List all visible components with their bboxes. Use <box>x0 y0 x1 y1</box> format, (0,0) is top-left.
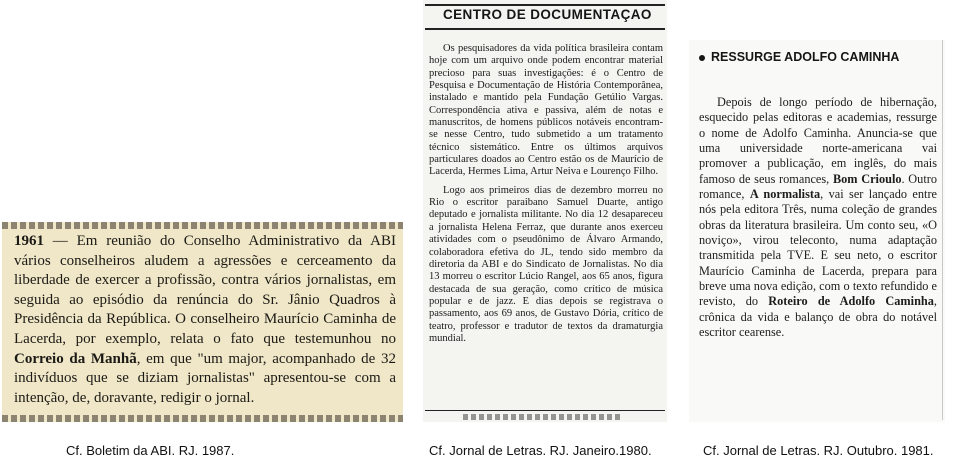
book-title: Roteiro de Adolfo Caminha <box>768 294 934 309</box>
clipping-jornal-letras-1980 <box>423 0 667 422</box>
article-text: . Outro romance, <box>699 171 937 202</box>
column-rule <box>942 40 943 420</box>
clipping-abi-body: — Em reunião do Conselho Administrativo da ABI vários conselheiros aludem a agressões e cerceamento da liberdade de exercer a profissão, contra vários jornalistas, em seguida ao episódio da renúncia do Sr. Jânio Quadros à Presidência da República. O conselheiro Maurício Caminha de Lacerda, por exemplo, relata o fato que testemunhou no <box>14 233 396 347</box>
clipping-1980-paragraph-2: Logo aos primeiros dias de dezembro morreu no Rio o escritor paraibano Samuel Duarte, antigo deputado e jornalista militante. No dia 12 desapareceu a jornalista Helena Ferraz, que durante anos exerceu atividades com o pseudônimo de Álvaro Armando, colaboradora efetiva do JL, tendo sido membro da diretoria da ABI e do Sindicato de Jornalistas. No dia 13 morreu o escritor Lúcio Rangel, aos 65 anos, figura destacada de sua geração, como crítico de música popular e de jazz. E dias depois se registrava o passamento, aos 69 anos, de Gustavo Dória, crítico de teatro, professor e tradutor de textos da dramaturgia mundial. <box>429 184 663 344</box>
clipping-1980-article <box>429 43 663 345</box>
clipping-1981-title-text: RESSURGE ADOLFO CAMINHA <box>711 50 900 64</box>
clipping-1981-title <box>699 50 939 65</box>
article-text: , crônica da vida e balanço de obra do notável escritor cearense. <box>699 294 937 340</box>
book-title: A normalista <box>749 187 821 202</box>
clipping-1980-paragraph-1: Os pesquisadores da vida política brasileira contam hoje com um arquivo onde podem encontrar material precioso para suas investigações: é o Centro de Pesquisa e Documentação de História Contemporânea, instalado e mantido pela Fundação Getúlio Vargas. Correspondência ativa e passiva, além de notas e manuscritos, de homens públicos notáveis encontram-se nesse Centro, tudo submetido a um tratamento técnico sistemático. Entre os últimos arquivos particulares doados ao Centro estão os de Maurício de Lacerda, Hermes Lima, Artur Neiva e Lourenço Filho. <box>429 43 663 178</box>
caption-jornal-letras-1981: Cf. Jornal de Letras. RJ. Outubro. 1981. <box>703 443 934 458</box>
article-end-rule <box>425 410 665 411</box>
clipping-bottom-edge <box>463 414 623 420</box>
article-text: Depois de longo período de hibernação, esquecido pelas editoras e academias, ressurge o nome de Adolfo Caminha. Anuncia-se que uma universidade norte-americana vai promover a publicação, em inglês, do mais famoso de seus romances, <box>699 95 937 186</box>
book-title: Bom Crioulo <box>832 171 902 186</box>
clipping-boletim-abi <box>2 222 403 422</box>
title-rule-bottom <box>425 28 665 30</box>
bullet-icon <box>699 55 705 61</box>
clipping-1981-paragraph <box>699 95 937 341</box>
clipping-abi-year: 1961 <box>14 233 44 249</box>
caption-jornal-letras-1980: Cf. Jornal de Letras. RJ. Janeiro.1980. <box>429 443 652 458</box>
clipping-bottom-edge <box>2 415 403 422</box>
clipping-1980-title: CENTRO DE DOCUMENTAÇAO <box>443 7 652 22</box>
clipping-1981-article <box>699 95 937 341</box>
clipping-jornal-letras-1981 <box>689 40 945 422</box>
clipping-abi-text <box>14 232 396 408</box>
caption-boletim-abi: Cf. Boletim da ABI. RJ. 1987. <box>66 443 235 458</box>
clipping-top-edge <box>2 222 403 229</box>
article-text: , vai ser lançado entre nós pela editora Três, numa coleção de grandes obras da literatura brasileira. Um conto seu, «O noviço», virou teleconto, numa adaptação transmitida pela TVE. E seu neto, o escritor Maurício Caminha de Lacerda, prepara para breve uma nova edição, com o texto refundido e revisto, do <box>699 187 937 309</box>
clipping-abi-body-end: , em que "um major, acompanhado de 32 indivíduos que se diziam jornalistas" apresentou-se com a intenção, de, doravante, redigir o jornal. <box>14 350 396 406</box>
title-rule-top <box>425 4 665 6</box>
clipping-abi-newspaper: Correio da Manhã <box>14 350 137 367</box>
